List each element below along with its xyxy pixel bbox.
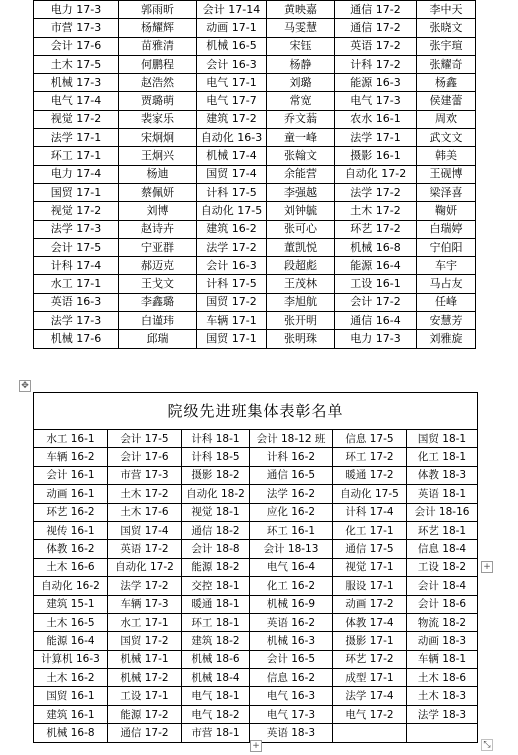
table-cell[interactable]: 国贸 17-1 bbox=[197, 330, 267, 348]
table-cell[interactable]: 计算机 16-3 bbox=[34, 650, 108, 668]
table-cell[interactable]: 电气 17-2 bbox=[333, 705, 407, 723]
table-row bbox=[34, 687, 478, 705]
table-cell[interactable]: 李中天 bbox=[417, 1, 476, 19]
table-cell[interactable]: 法学 17-2 bbox=[335, 183, 417, 201]
table-cell[interactable]: 张耀奇 bbox=[417, 55, 476, 73]
table-cell[interactable]: 王戈文 bbox=[119, 275, 197, 293]
table-row bbox=[34, 257, 476, 275]
table-cell[interactable]: 机械 18-4 bbox=[182, 669, 250, 687]
table-cell[interactable]: 宁亚群 bbox=[119, 238, 197, 256]
table-cell[interactable]: 马雯慧 bbox=[267, 19, 335, 37]
table-cell[interactable]: 张可心 bbox=[267, 220, 335, 238]
table-cell[interactable]: 通信 16-4 bbox=[335, 312, 417, 330]
table-cell[interactable]: 国贸 17-1 bbox=[34, 183, 119, 201]
table-cell[interactable]: 会计 18-8 bbox=[182, 540, 250, 558]
table-cell[interactable]: 市营 17-3 bbox=[108, 466, 182, 484]
table-cell[interactable]: 环艺 16-2 bbox=[34, 503, 108, 521]
table-cell[interactable]: 土木 18-6 bbox=[407, 669, 478, 687]
table-cell[interactable] bbox=[407, 724, 478, 742]
table-row bbox=[34, 275, 476, 293]
table-cell[interactable]: 电气 18-2 bbox=[182, 705, 250, 723]
table-cell[interactable]: 会计 17-5 bbox=[34, 238, 119, 256]
table-row bbox=[34, 558, 478, 576]
table-row bbox=[34, 669, 478, 687]
table-row bbox=[34, 293, 476, 311]
table-row bbox=[34, 577, 478, 595]
table-cell[interactable]: 市营 17-3 bbox=[34, 19, 119, 37]
table-cell[interactable]: 李鑫璐 bbox=[119, 293, 197, 311]
table-cell[interactable]: 杨静 bbox=[267, 55, 335, 73]
table-cell[interactable]: 杨迪 bbox=[119, 165, 197, 183]
table-cell[interactable]: 能源 18-2 bbox=[182, 558, 250, 576]
table-cell[interactable]: 董凯悦 bbox=[267, 238, 335, 256]
table-cell[interactable]: 计科 18-1 bbox=[182, 430, 250, 448]
table-cell[interactable]: 车辆 17-3 bbox=[108, 595, 182, 613]
table-row bbox=[34, 485, 478, 503]
table-cell[interactable]: 会计 17-2 bbox=[335, 293, 417, 311]
table-cell[interactable]: 建筑 16-2 bbox=[197, 220, 267, 238]
table-cell[interactable]: 机械 16-8 bbox=[34, 724, 108, 742]
table-cell[interactable]: 计科 17-5 bbox=[197, 183, 267, 201]
table-cell[interactable]: 王茂林 bbox=[267, 275, 335, 293]
table-row bbox=[34, 37, 476, 55]
table-cell[interactable]: 电气 17-1 bbox=[197, 74, 267, 92]
table-cell[interactable]: 段超彪 bbox=[267, 257, 335, 275]
table-cell[interactable]: 计科 18-5 bbox=[182, 448, 250, 466]
table-cell[interactable]: 刘雅旋 bbox=[417, 330, 476, 348]
table-cell[interactable]: 计科 17-5 bbox=[197, 275, 267, 293]
table-cell[interactable]: 建筑 17-2 bbox=[197, 110, 267, 128]
table-cell[interactable]: 环工 17-1 bbox=[34, 147, 119, 165]
table-cell[interactable]: 电力 17-3 bbox=[34, 1, 119, 19]
table-cell[interactable]: 电力 17-4 bbox=[34, 165, 119, 183]
table-cell[interactable]: 英语 16-3 bbox=[34, 293, 119, 311]
table-cell[interactable]: 法学 17-4 bbox=[333, 687, 407, 705]
table-cell[interactable]: 能源 17-2 bbox=[108, 705, 182, 723]
table-cell[interactable]: 会计 17-6 bbox=[108, 448, 182, 466]
table-cell[interactable]: 英语 18-3 bbox=[250, 724, 333, 742]
table-cell[interactable]: 机械 17-6 bbox=[34, 330, 119, 348]
table-cell[interactable]: 计科 17-4 bbox=[333, 503, 407, 521]
table-cell[interactable]: 服设 17-1 bbox=[333, 577, 407, 595]
table-cell[interactable]: 动画 16-1 bbox=[34, 485, 108, 503]
table-row bbox=[34, 632, 478, 650]
table-cell[interactable]: 会计 16-3 bbox=[197, 257, 267, 275]
table-cell[interactable]: 计科 16-2 bbox=[250, 448, 333, 466]
table-row bbox=[34, 330, 476, 348]
table-cell[interactable]: 车辆 17-1 bbox=[197, 312, 267, 330]
table-cell[interactable]: 机械 17-1 bbox=[108, 650, 182, 668]
table-cell[interactable]: 化工 16-2 bbox=[250, 577, 333, 595]
table-move-handle[interactable] bbox=[19, 380, 31, 392]
table-cell[interactable]: 童一峰 bbox=[267, 129, 335, 147]
table-row bbox=[34, 312, 476, 330]
table-cell[interactable]: 电气 16-3 bbox=[250, 687, 333, 705]
table-row bbox=[34, 74, 476, 92]
table-cell[interactable]: 刘钟毓 bbox=[267, 202, 335, 220]
table-cell[interactable]: 会计 18-6 bbox=[407, 595, 478, 613]
table-cell[interactable]: 电气 17-3 bbox=[250, 705, 333, 723]
table-cell[interactable]: 化工 17-1 bbox=[333, 521, 407, 539]
table-cell[interactable]: 土木 17-5 bbox=[34, 55, 119, 73]
table-row bbox=[34, 165, 476, 183]
table-cell[interactable]: 土木 17-6 bbox=[108, 503, 182, 521]
table-cell[interactable]: 张明珠 bbox=[267, 330, 335, 348]
table-cell[interactable]: 机械 16-8 bbox=[335, 238, 417, 256]
table-row bbox=[34, 129, 476, 147]
table-cell[interactable]: 蔡佩妍 bbox=[119, 183, 197, 201]
table-cell[interactable]: 张晓文 bbox=[417, 19, 476, 37]
table-cell[interactable]: 李强越 bbox=[267, 183, 335, 201]
table-cell[interactable]: 宁伯阳 bbox=[417, 238, 476, 256]
class-student-table bbox=[33, 0, 476, 349]
table-cell[interactable]: 水工 16-1 bbox=[34, 430, 108, 448]
table-cell[interactable]: 水工 17-1 bbox=[108, 613, 182, 631]
table-cell[interactable]: 自动化 18-2 bbox=[182, 485, 250, 503]
table-cell[interactable]: 工设 18-2 bbox=[407, 558, 478, 576]
table-cell[interactable]: 通信 17-2 bbox=[335, 19, 417, 37]
table-row bbox=[34, 147, 476, 165]
table-cell[interactable]: 车辆 16-2 bbox=[34, 448, 108, 466]
table-row bbox=[34, 238, 476, 256]
table-cell[interactable]: 法学 17-2 bbox=[197, 238, 267, 256]
table-row bbox=[34, 110, 476, 128]
table-cell[interactable]: 电力 17-3 bbox=[335, 330, 417, 348]
table-cell[interactable]: 周欢 bbox=[417, 110, 476, 128]
table-cell[interactable]: 通信 16-5 bbox=[250, 466, 333, 484]
table-cell[interactable]: 杨耀辉 bbox=[119, 19, 197, 37]
table-cell[interactable]: 建筑 15-1 bbox=[34, 595, 108, 613]
table-cell[interactable]: 法学 18-3 bbox=[407, 705, 478, 723]
table-cell[interactable]: 化工 18-1 bbox=[407, 448, 478, 466]
table-cell[interactable]: 英语 17-2 bbox=[108, 540, 182, 558]
table-cell[interactable]: 电气 18-1 bbox=[182, 687, 250, 705]
table-cell[interactable]: 王砚博 bbox=[417, 165, 476, 183]
table-cell[interactable]: 市营 18-1 bbox=[182, 724, 250, 742]
table-cell[interactable]: 机械 18-6 bbox=[182, 650, 250, 668]
table-cell[interactable]: 白瑞婷 bbox=[417, 220, 476, 238]
table-cell[interactable]: 法学 17-3 bbox=[34, 312, 119, 330]
table-row bbox=[34, 595, 478, 613]
table-cell[interactable]: 机械 17-3 bbox=[34, 74, 119, 92]
table-cell[interactable]: 视觉 17-1 bbox=[333, 558, 407, 576]
add-row-handle[interactable] bbox=[250, 740, 262, 752]
table-cell[interactable]: 视觉 17-2 bbox=[34, 202, 119, 220]
table-cell[interactable]: 会计 16-1 bbox=[34, 466, 108, 484]
table-cell[interactable]: 建筑 16-1 bbox=[34, 705, 108, 723]
table-row bbox=[34, 19, 476, 37]
table-cell[interactable]: 杨鑫 bbox=[417, 74, 476, 92]
table-row bbox=[34, 521, 478, 539]
table-cell[interactable]: 国贸 17-2 bbox=[197, 293, 267, 311]
table-cell[interactable] bbox=[333, 724, 407, 742]
table-cell[interactable]: 机械 17-2 bbox=[108, 669, 182, 687]
table-cell[interactable]: 环艺 17-2 bbox=[333, 650, 407, 668]
table-cell[interactable]: 车辆 18-1 bbox=[407, 650, 478, 668]
table-row bbox=[34, 705, 478, 723]
table-row bbox=[34, 1, 476, 19]
table-cell[interactable]: 信息 18-4 bbox=[407, 540, 478, 558]
table-cell[interactable]: 能源 16-4 bbox=[335, 257, 417, 275]
table-cell[interactable]: 电气 17-7 bbox=[197, 92, 267, 110]
table-cell[interactable]: 国贸 17-4 bbox=[108, 521, 182, 539]
table-cell[interactable]: 机械 16-5 bbox=[197, 37, 267, 55]
table-cell[interactable]: 环艺 17-2 bbox=[335, 220, 417, 238]
table-cell[interactable]: 宋钰 bbox=[267, 37, 335, 55]
table-cell[interactable]: 车宇 bbox=[417, 257, 476, 275]
table-cell[interactable]: 乔文蓊 bbox=[267, 110, 335, 128]
table-cell[interactable]: 法学 17-2 bbox=[108, 577, 182, 595]
table-cell[interactable]: 工设 17-1 bbox=[108, 687, 182, 705]
table-cell[interactable]: 环工 16-1 bbox=[250, 521, 333, 539]
table-cell[interactable]: 交控 18-1 bbox=[182, 577, 250, 595]
table-cell[interactable]: 白谨玮 bbox=[119, 312, 197, 330]
table-cell[interactable]: 任峰 bbox=[417, 293, 476, 311]
table-cell[interactable]: 机械 17-4 bbox=[197, 147, 267, 165]
table-row bbox=[34, 466, 478, 484]
table-cell[interactable]: 会计 17-14 bbox=[197, 1, 267, 19]
table-cell[interactable]: 土木 16-5 bbox=[34, 613, 108, 631]
table-cell[interactable]: 水工 17-1 bbox=[34, 275, 119, 293]
table-cell[interactable]: 环工 17-2 bbox=[333, 448, 407, 466]
table-cell[interactable]: 土木 16-6 bbox=[34, 558, 108, 576]
table-cell[interactable]: 侯建蕾 bbox=[417, 92, 476, 110]
table-cell[interactable]: 常宽 bbox=[267, 92, 335, 110]
table-row bbox=[34, 503, 478, 521]
table-cell[interactable]: 何鹏程 bbox=[119, 55, 197, 73]
table-cell[interactable]: 摄影 17-1 bbox=[333, 632, 407, 650]
table-cell[interactable]: 动画 17-2 bbox=[333, 595, 407, 613]
table-cell[interactable]: 体教 18-3 bbox=[407, 466, 478, 484]
table-cell[interactable]: 物流 18-2 bbox=[407, 613, 478, 631]
table-cell[interactable]: 张开明 bbox=[267, 312, 335, 330]
table-cell[interactable]: 机械 16-9 bbox=[250, 595, 333, 613]
table-cell[interactable]: 摄影 16-1 bbox=[335, 147, 417, 165]
table-row bbox=[34, 540, 478, 558]
table-cell[interactable]: 暖通 17-2 bbox=[333, 466, 407, 484]
table-cell[interactable]: 自动化 17-2 bbox=[108, 558, 182, 576]
table-cell[interactable]: 英语 16-2 bbox=[250, 613, 333, 631]
table-cell[interactable]: 电气 17-4 bbox=[34, 92, 119, 110]
table-cell[interactable]: 信息 16-2 bbox=[250, 669, 333, 687]
table-cell[interactable]: 郭雨昕 bbox=[119, 1, 197, 19]
table-cell[interactable]: 视觉 17-2 bbox=[34, 110, 119, 128]
table-cell[interactable]: 通信 17-2 bbox=[335, 1, 417, 19]
table-cell[interactable]: 自动化 17-2 bbox=[335, 165, 417, 183]
table-cell[interactable]: 环艺 18-1 bbox=[407, 521, 478, 539]
table-row bbox=[34, 92, 476, 110]
table-cell[interactable]: 张宇瑄 bbox=[417, 37, 476, 55]
table-cell[interactable]: 安慧芳 bbox=[417, 312, 476, 330]
plus-icon: + bbox=[252, 741, 260, 751]
table-cell[interactable]: 摄影 18-2 bbox=[182, 466, 250, 484]
title-row bbox=[34, 393, 478, 430]
table-cell[interactable]: 英语 17-2 bbox=[335, 37, 417, 55]
table-cell[interactable]: 计科 17-4 bbox=[34, 257, 119, 275]
table-row bbox=[34, 448, 478, 466]
table-cell[interactable]: 刘博 bbox=[119, 202, 197, 220]
table-cell[interactable]: 土木 17-2 bbox=[108, 485, 182, 503]
table-cell[interactable]: 刘璐 bbox=[267, 74, 335, 92]
table-cell[interactable]: 建筑 18-2 bbox=[182, 632, 250, 650]
table-cell[interactable]: 王炯兴 bbox=[119, 147, 197, 165]
table-cell[interactable]: 农水 16-1 bbox=[335, 110, 417, 128]
table-cell[interactable]: 会计 17-6 bbox=[34, 37, 119, 55]
table-cell[interactable]: 韩美 bbox=[417, 147, 476, 165]
table-row bbox=[34, 430, 478, 448]
table-cell[interactable]: 赵诗卉 bbox=[119, 220, 197, 238]
table-cell[interactable]: 法学 17-1 bbox=[34, 129, 119, 147]
table-cell[interactable]: 成型 17-1 bbox=[333, 669, 407, 687]
table-cell[interactable]: 土木 18-3 bbox=[407, 687, 478, 705]
table-cell[interactable]: 环工 18-1 bbox=[182, 613, 250, 631]
table-cell[interactable]: 通信 17-5 bbox=[333, 540, 407, 558]
table-cell[interactable]: 会计 18-13 bbox=[250, 540, 333, 558]
table-cell[interactable]: 国贸 18-1 bbox=[407, 430, 478, 448]
table-cell[interactable]: 信息 17-5 bbox=[333, 430, 407, 448]
table-cell[interactable]: 宋炯炯 bbox=[119, 129, 197, 147]
table-cell[interactable]: 法学 16-2 bbox=[250, 485, 333, 503]
table-cell[interactable]: 郝迈克 bbox=[119, 257, 197, 275]
table-cell[interactable]: 英语 18-1 bbox=[407, 485, 478, 503]
table-row bbox=[34, 220, 476, 238]
table-row bbox=[34, 202, 476, 220]
table-cell[interactable]: 动画 18-3 bbox=[407, 632, 478, 650]
table-cell[interactable]: 机械 16-3 bbox=[250, 632, 333, 650]
table-cell[interactable]: 法学 17-1 bbox=[335, 129, 417, 147]
plus-icon: + bbox=[483, 562, 491, 572]
advanced-class-award-table bbox=[33, 392, 478, 743]
table-row bbox=[34, 613, 478, 631]
table-cell[interactable]: 自动化 16-3 bbox=[197, 129, 267, 147]
table-cell[interactable]: 工设 16-1 bbox=[335, 275, 417, 293]
table-cell[interactable]: 贾璐萌 bbox=[119, 92, 197, 110]
table-cell[interactable]: 国贸 16-1 bbox=[34, 687, 108, 705]
table-cell[interactable]: 计科 17-2 bbox=[335, 55, 417, 73]
table-cell[interactable]: 能源 16-4 bbox=[34, 632, 108, 650]
table-cell[interactable]: 武文文 bbox=[417, 129, 476, 147]
table-cell[interactable]: 法学 17-3 bbox=[34, 220, 119, 238]
table-cell[interactable]: 自动化 16-2 bbox=[34, 577, 108, 595]
table-row bbox=[34, 650, 478, 668]
table-cell[interactable]: 土木 16-2 bbox=[34, 669, 108, 687]
table-row bbox=[34, 183, 476, 201]
table-cell[interactable]: 自动化 17-5 bbox=[333, 485, 407, 503]
table-cell[interactable]: 暖通 18-1 bbox=[182, 595, 250, 613]
table-cell[interactable]: 鞠妍 bbox=[417, 202, 476, 220]
table-cell[interactable]: 苗雅清 bbox=[119, 37, 197, 55]
table-cell[interactable]: 会计 16-3 bbox=[197, 55, 267, 73]
table-cell[interactable]: 邱瑞 bbox=[119, 330, 197, 348]
table-cell[interactable]: 体教 16-2 bbox=[34, 540, 108, 558]
table-cell[interactable]: 自动化 17-5 bbox=[197, 202, 267, 220]
table-cell[interactable]: 通信 18-2 bbox=[182, 521, 250, 539]
table-cell[interactable]: 视传 16-1 bbox=[34, 521, 108, 539]
table-cell[interactable]: 国贸 17-4 bbox=[197, 165, 267, 183]
resize-icon: ⤡ bbox=[483, 740, 491, 750]
table-cell[interactable]: 梁泽喜 bbox=[417, 183, 476, 201]
table-cell[interactable]: 视觉 18-1 bbox=[182, 503, 250, 521]
table-cell[interactable]: 能源 16-3 bbox=[335, 74, 417, 92]
table-cell[interactable]: 李旭航 bbox=[267, 293, 335, 311]
table-cell[interactable]: 通信 17-2 bbox=[108, 724, 182, 742]
add-column-handle[interactable] bbox=[481, 561, 493, 573]
table-cell[interactable]: 张翰文 bbox=[267, 147, 335, 165]
table-cell[interactable]: 马占友 bbox=[417, 275, 476, 293]
table-cell[interactable]: 黄映嘉 bbox=[267, 1, 335, 19]
table-cell[interactable]: 会计 18-16 bbox=[407, 503, 478, 521]
move-icon: ✥ bbox=[21, 381, 29, 391]
table-cell[interactable]: 裴家乐 bbox=[119, 110, 197, 128]
table-cell[interactable]: 应化 16-2 bbox=[250, 503, 333, 521]
table-cell[interactable]: 会计 16-5 bbox=[250, 650, 333, 668]
table-cell[interactable]: 会计 18-4 bbox=[407, 577, 478, 595]
table-title: 院级先进班集体表彰名单 bbox=[34, 393, 478, 430]
table-cell[interactable]: 体教 17-4 bbox=[333, 613, 407, 631]
table-cell[interactable]: 国贸 17-2 bbox=[108, 632, 182, 650]
table-cell[interactable]: 电气 16-4 bbox=[250, 558, 333, 576]
table-cell[interactable]: 电气 17-3 bbox=[335, 92, 417, 110]
table-cell[interactable]: 土木 17-2 bbox=[335, 202, 417, 220]
table-cell[interactable]: 会计 18-12 班 bbox=[250, 430, 333, 448]
table-cell[interactable]: 赵浩然 bbox=[119, 74, 197, 92]
table-cell[interactable]: 会计 17-5 bbox=[108, 430, 182, 448]
table-row bbox=[34, 55, 476, 73]
table-cell[interactable]: 余能营 bbox=[267, 165, 335, 183]
table-resize-handle[interactable] bbox=[481, 739, 493, 751]
table-cell[interactable]: 动画 17-1 bbox=[197, 19, 267, 37]
